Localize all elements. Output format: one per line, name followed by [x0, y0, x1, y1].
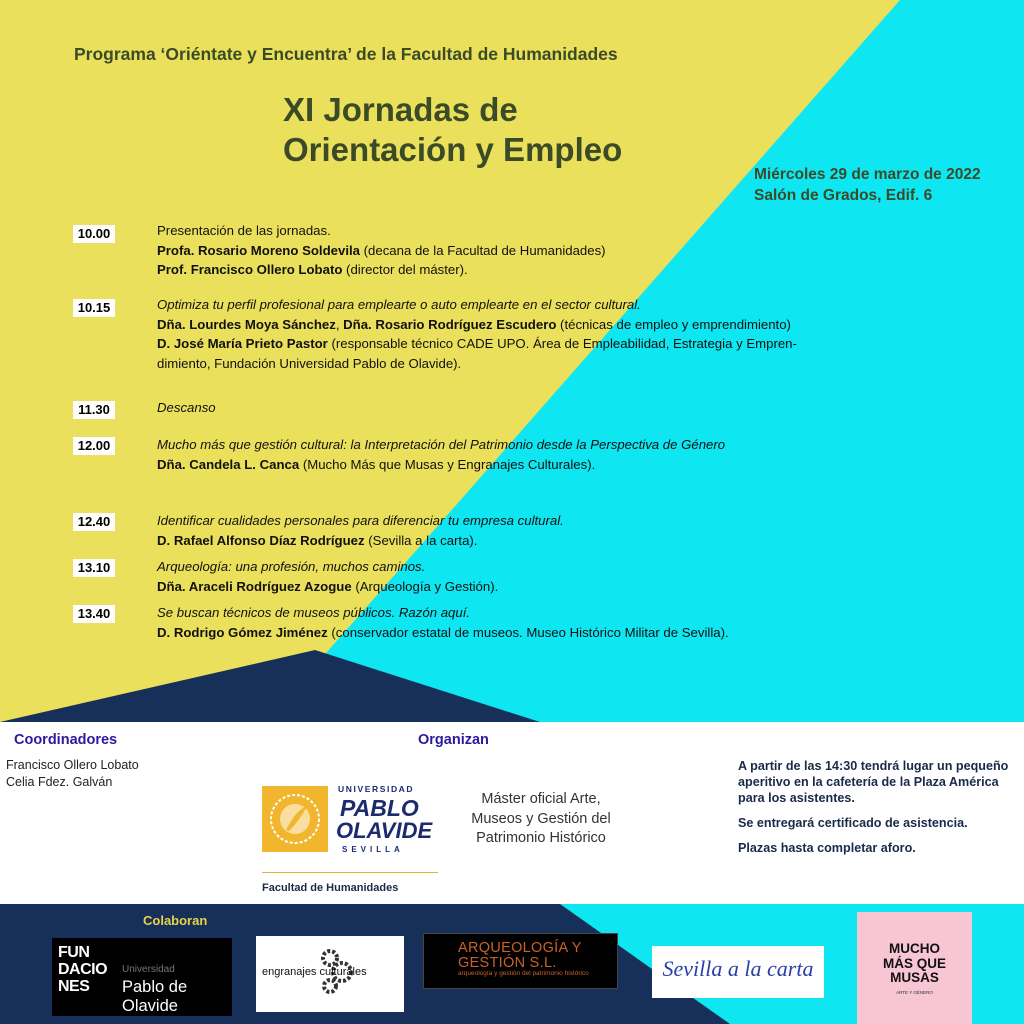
arqueologia-subtitle: arqueología y gestión del patrimonio histórico — [458, 970, 589, 977]
item-line: Prof. Francisco Ollero Lobato (director del máster). — [157, 262, 468, 277]
master-line: Máster oficial Arte, — [481, 791, 601, 807]
item-line: dimiento, Fundación Universidad Pablo de Olavide). — [157, 355, 462, 371]
fundaciones-logo — [52, 938, 232, 1016]
time-badge: 13.10 — [73, 559, 115, 577]
schedule-item — [157, 295, 917, 373]
item-line: Mucho más que gestión cultural: la Interpretación del Patrimonio desde la Perspectiva de Género — [157, 437, 726, 452]
event-title-line2: Orientación y Empleo — [283, 131, 623, 168]
program-title: Programa ‘Oriéntate y Encuentra’ de la Facultad de Humanidades — [74, 44, 618, 64]
upo-divider — [262, 872, 438, 873]
item-line: Identificar cualidades personales para diferenciar tu empresa cultural. — [157, 513, 564, 528]
arqueologia-logo — [423, 933, 618, 989]
item-line: D. José María Prieto Pastor (responsable técnico CADE UPO. Área de Empleabilidad, Estrategia y Empren- — [157, 336, 797, 351]
item-line: Profa. Rosario Moreno Soldevila (decana de la Facultad de Humanidades) — [157, 242, 606, 258]
master-line: Museos y Gestión del — [471, 810, 611, 827]
item-line: Dña. Lourdes Moya Sánchez, Dña. Rosario Rodríguez Escudero (técnicas de empleo y emprendimiento) — [157, 316, 791, 332]
coordinators-heading: Coordinadores — [14, 732, 118, 748]
upo-pablo-text: PABLO — [340, 795, 419, 821]
event-date: Miércoles 29 de marzo de 2022 — [754, 166, 981, 183]
schedule-item — [157, 221, 917, 280]
schedule-item — [157, 435, 917, 474]
fundaciones-name: Pablo de Olavide — [122, 978, 188, 1015]
master-line: Patrimonio Histórico — [476, 830, 606, 846]
faculty-name: Facultad de Humanidades — [262, 882, 399, 894]
fundaciones-word: FUN DACIO NES — [58, 944, 108, 995]
arqueologia-title: ARQUEOLOGÍA Y GESTIÓN S.L. — [458, 940, 582, 971]
time-badge: 13.40 — [73, 605, 115, 623]
time-badge: 12.00 — [73, 437, 115, 455]
master-name — [456, 790, 626, 849]
item-line: Dña. Araceli Rodríguez Azogue (Arqueología y Gestión). — [157, 578, 499, 594]
item-line: D. Rodrigo Gómez Jiménez (conservador estatal de museos. Museo Histórico Militar de Sevilla). — [157, 624, 729, 640]
musas-subtitle: ARTE Y GÉNERO — [896, 990, 933, 995]
upo-logo — [262, 780, 440, 870]
info-aperitivo: A partir de las 14:30 tendrá lugar un pequeño aperitivo en la cafetería de la Plaza América para los asistentes. — [738, 759, 1009, 805]
collaborators-heading: Colaboran — [143, 913, 208, 928]
time-badge: 12.40 — [73, 513, 115, 531]
time-badge: 10.00 — [73, 225, 115, 243]
upo-city-text: SEVILLA — [342, 845, 404, 854]
item-line: Optimiza tu perfil profesional para emplearte o auto emplearte en el sector cultural. — [157, 297, 641, 312]
item-line: Descanso — [157, 400, 216, 415]
schedule-item — [157, 603, 917, 642]
musas-title: MUCHO MÁS QUE MUSAS — [882, 941, 946, 985]
upo-olavide-text: OLAVIDE — [336, 818, 433, 843]
fundaciones-univ: Universidad — [122, 964, 175, 975]
engranajes-logo — [256, 936, 404, 1012]
coordinator-name: Celia Fdez. Galván — [6, 775, 113, 789]
schedule-item — [157, 398, 917, 418]
schedule-item — [157, 511, 917, 550]
time-badge: 10.15 — [73, 299, 115, 317]
event-title-line1: XI Jornadas de — [283, 91, 518, 128]
schedule-item — [157, 557, 917, 596]
info-notes — [738, 758, 1013, 865]
item-line: Arqueología: una profesión, muchos caminos. — [157, 559, 426, 574]
organizers-heading: Organizan — [418, 732, 489, 748]
upo-univ-text: UNIVERSIDAD — [338, 784, 415, 794]
coordinators-list — [6, 757, 139, 791]
sevilla-carta-text: Sevilla a la carta — [662, 956, 814, 981]
event-title — [283, 90, 622, 170]
item-line: Dña. Candela L. Canca (Mucho Más que Musas y Engranajes Culturales). — [157, 456, 596, 472]
info-places: Plazas hasta completar aforo. — [738, 841, 916, 855]
date-place — [754, 164, 981, 206]
sevilla-carta-logo — [652, 946, 824, 998]
item-line: Se buscan técnicos de museos públicos. Razón aquí. — [157, 605, 471, 620]
time-badge: 11.30 — [73, 401, 115, 419]
info-certificate: Se entregará certificado de asistencia. — [738, 816, 968, 830]
engranajes-text: engranajes culturales — [262, 966, 367, 978]
musas-logo — [857, 912, 972, 1024]
item-line: D. Rafael Alfonso Díaz Rodríguez (Sevilla a la carta). — [157, 532, 478, 548]
item-line: Presentación de las jornadas. — [157, 223, 331, 238]
event-place: Salón de Grados, Edif. 6 — [754, 187, 933, 204]
coordinator-name: Francisco Ollero Lobato — [6, 758, 139, 772]
